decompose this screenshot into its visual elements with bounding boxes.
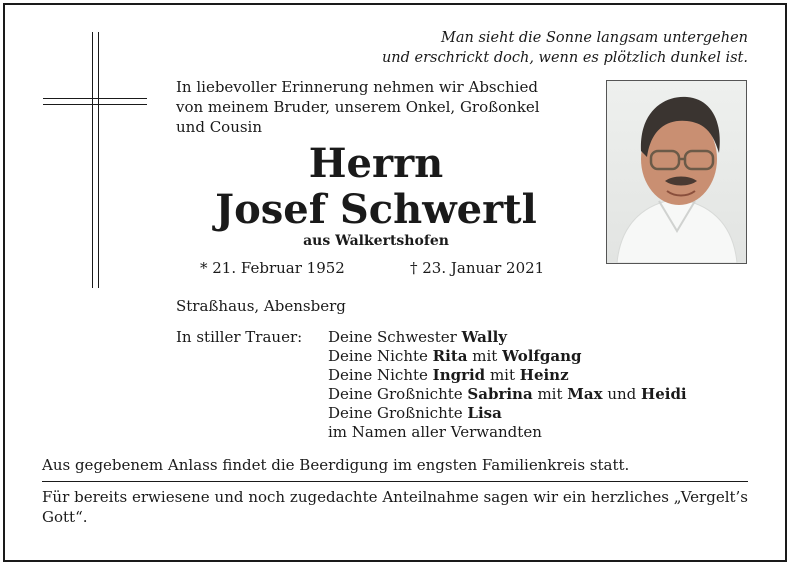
birth-date: * 21. Februar 1952	[200, 259, 345, 277]
intro-line: und Cousin	[176, 118, 263, 136]
mourner-line: Deine Nichte Rita mit Wolfgang	[328, 347, 582, 365]
intro-text	[176, 77, 596, 137]
thanks-text: Für bereits erwiesene und noch zugedachte Anteilnahme sagen wir ein herzliches „Vergelt’s Gott“.	[42, 488, 748, 526]
mourner-list	[328, 328, 687, 442]
mourner-line: Deine Nichte Ingrid mit Heinz	[328, 366, 569, 384]
divider	[42, 481, 748, 482]
portrait-photo	[606, 80, 747, 264]
residence: Straßhaus, Abensberg	[176, 297, 346, 315]
mourner-line: Deine Großnichte Sabrina mit Max und Heidi	[328, 385, 687, 403]
memorial-quote	[300, 28, 748, 68]
mourning-label: In stiller Trauer:	[176, 328, 303, 346]
quote-line: und erschrickt doch, wenn es plötzlich dunkel ist.	[381, 50, 748, 66]
intro-line: In liebevoller Erinnerung nehmen wir Abschied	[176, 78, 538, 96]
honorific: Herrn	[308, 140, 444, 187]
mourner-line: Deine Großnichte Lisa	[328, 404, 502, 422]
quote-line: Man sieht die Sonne langsam untergehen	[441, 30, 748, 46]
mourner-line: Deine Schwester Wally	[328, 328, 507, 346]
intro-line: von meinem Bruder, unserem Onkel, Großonkel	[176, 98, 540, 116]
mourner-line: im Namen aller Verwandten	[328, 423, 542, 441]
deceased-name: Josef Schwertl	[215, 186, 537, 233]
death-date: † 23. Januar 2021	[410, 259, 545, 277]
origin: aus Walkertshofen	[303, 233, 449, 249]
funeral-notice: Aus gegebenem Anlass findet die Beerdigung im engsten Familienkreis statt.	[42, 456, 630, 474]
